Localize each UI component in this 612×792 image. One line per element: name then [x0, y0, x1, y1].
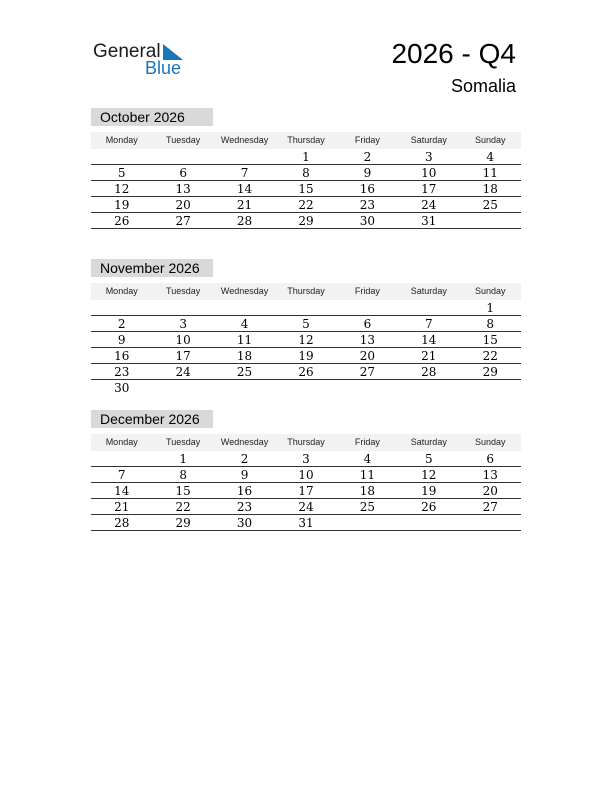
day-cell: 31 [298, 516, 314, 530]
month-calendar-october [91, 108, 521, 229]
day-cell: 9 [363, 166, 372, 180]
day-cell: 8 [179, 468, 187, 482]
day-cell: 18 [236, 349, 253, 363]
day-cell: 6 [486, 452, 495, 466]
day-cell [337, 380, 398, 396]
day-cell: 27 [359, 365, 376, 379]
country-name: Somalia [450, 76, 516, 96]
day-cell: 31 [421, 214, 437, 228]
day-cell: 14 [236, 182, 253, 196]
page-title: 2026 - Q4 [391, 38, 516, 69]
weekday-label: Thursday [287, 135, 325, 145]
day-cell: 23 [359, 198, 376, 212]
weekday-label: Wednesday [220, 286, 269, 296]
month-name-label: October 2026 [100, 109, 185, 125]
day-cell: 20 [359, 349, 376, 363]
day-cell: 4 [363, 452, 372, 466]
week-row [91, 149, 521, 165]
month-name-label: December 2026 [100, 411, 200, 427]
day-cell: 7 [117, 468, 126, 482]
day-cell: 18 [482, 182, 498, 196]
day-cell: 17 [298, 484, 314, 498]
day-cell: 11 [236, 333, 253, 347]
weekday-header-row [91, 434, 521, 451]
day-cell [214, 149, 275, 164]
day-cell: 9 [117, 333, 126, 347]
day-cell: 20 [482, 484, 498, 498]
day-cell: 10 [421, 166, 437, 180]
weekday-label: Tuesday [166, 135, 201, 145]
day-cell: 24 [175, 365, 191, 379]
day-cell: 15 [175, 484, 191, 498]
day-cell: 9 [240, 468, 249, 482]
day-cell: 2 [363, 150, 372, 164]
day-cell [91, 451, 152, 466]
day-cell: 12 [114, 182, 130, 196]
day-cell: 27 [175, 214, 191, 228]
week-row [91, 181, 521, 197]
day-cell: 19 [114, 198, 130, 212]
day-cell: 12 [421, 468, 437, 482]
day-cell: 12 [298, 333, 314, 347]
day-cell: 10 [298, 468, 314, 482]
week-row [91, 165, 521, 181]
weekday-label: Monday [105, 135, 138, 145]
day-cell: 26 [421, 500, 437, 514]
month-calendar-november [91, 259, 521, 396]
day-cell: 19 [298, 349, 314, 363]
day-cell [152, 300, 213, 315]
day-cell [337, 515, 398, 530]
weekday-label: Friday [354, 286, 380, 296]
day-cell [460, 380, 521, 396]
day-cell: 16 [359, 182, 376, 196]
day-cell: 11 [359, 468, 376, 482]
weekday-label: Sunday [474, 135, 506, 145]
day-cell: 23 [236, 500, 253, 514]
week-row [91, 316, 521, 332]
weekday-label: Tuesday [166, 437, 201, 447]
day-cell: 30 [114, 381, 130, 395]
day-cell: 14 [114, 484, 130, 498]
day-cell: 20 [175, 198, 191, 212]
day-cell [152, 380, 213, 396]
day-cell: 21 [236, 198, 253, 212]
day-cell: 13 [175, 182, 191, 196]
week-row [91, 451, 521, 467]
week-row [91, 483, 521, 499]
day-cell [460, 515, 521, 530]
week-row [91, 467, 521, 483]
week-row [91, 380, 521, 396]
day-cell: 7 [240, 166, 249, 180]
week-row [91, 300, 521, 316]
month-name [91, 259, 213, 277]
day-cell: 29 [482, 365, 498, 379]
day-cell: 6 [179, 166, 187, 180]
day-cell [91, 300, 152, 315]
day-cell: 15 [482, 333, 498, 347]
month-name-label: November 2026 [100, 260, 200, 276]
week-row [91, 213, 521, 229]
weekday-label: Saturday [410, 135, 447, 145]
day-cell: 23 [114, 365, 130, 379]
day-cell: 29 [298, 214, 314, 228]
weekday-label: Monday [105, 437, 138, 447]
weekday-label: Monday [105, 286, 138, 296]
day-cell [460, 213, 521, 228]
weekday-label: Saturday [410, 437, 447, 447]
weekday-label: Thursday [287, 286, 325, 296]
day-cell: 30 [359, 214, 376, 228]
weekday-header-row [91, 132, 521, 149]
day-cell: 1 [486, 301, 495, 315]
week-row [91, 499, 521, 515]
day-cell [275, 300, 336, 315]
week-row [91, 364, 521, 380]
weekday-label: Saturday [410, 286, 447, 296]
day-cell: 3 [425, 150, 433, 164]
month-name [91, 410, 213, 428]
day-cell [398, 300, 459, 315]
weekday-label: Sunday [474, 437, 506, 447]
day-cell: 14 [421, 333, 437, 347]
weekday-label: Wednesday [220, 437, 269, 447]
day-cell: 22 [175, 500, 191, 514]
logo-text-blue: Blue [145, 58, 182, 78]
weekday-label: Friday [354, 135, 380, 145]
week-row [91, 515, 521, 531]
weekday-label: Tuesday [166, 286, 201, 296]
day-cell: 2 [117, 317, 126, 331]
day-cell: 16 [114, 349, 130, 363]
day-cell: 30 [236, 516, 253, 530]
day-cell: 5 [302, 317, 310, 331]
day-cell: 19 [421, 484, 437, 498]
day-cell: 8 [302, 166, 310, 180]
day-cell [275, 380, 336, 396]
day-cell: 3 [302, 452, 310, 466]
day-cell: 29 [175, 516, 191, 530]
day-cell: 27 [482, 500, 498, 514]
generalblue-logo [93, 40, 193, 80]
day-cell: 3 [179, 317, 187, 331]
day-cell: 1 [179, 452, 187, 466]
weekday-label: Friday [354, 437, 380, 447]
day-cell: 2 [240, 452, 249, 466]
day-cell: 7 [425, 317, 433, 331]
day-cell: 17 [421, 182, 437, 196]
day-cell: 15 [298, 182, 314, 196]
day-cell: 25 [359, 500, 376, 514]
day-cell: 28 [236, 214, 253, 228]
day-cell: 4 [240, 317, 249, 331]
day-cell: 24 [298, 500, 314, 514]
day-cell [91, 149, 152, 164]
day-cell: 5 [117, 166, 126, 180]
week-row [91, 197, 521, 213]
day-cell: 18 [359, 484, 376, 498]
day-cell [398, 380, 459, 396]
day-cell: 17 [175, 349, 191, 363]
day-cell: 13 [359, 333, 376, 347]
day-cell [214, 300, 275, 315]
day-cell: 21 [421, 349, 437, 363]
day-cell [152, 149, 213, 164]
day-cell: 13 [482, 468, 498, 482]
weekday-label: Wednesday [220, 135, 269, 145]
day-cell: 26 [114, 214, 130, 228]
day-cell: 25 [236, 365, 253, 379]
day-cell: 25 [482, 198, 498, 212]
week-row [91, 348, 521, 364]
day-cell: 22 [482, 349, 498, 363]
day-cell [337, 300, 398, 315]
day-cell: 8 [486, 317, 495, 331]
logo-text-general: General [93, 41, 161, 62]
day-cell [398, 515, 459, 530]
day-cell: 1 [302, 150, 310, 164]
week-row [91, 332, 521, 348]
day-cell: 10 [175, 333, 191, 347]
day-cell: 28 [421, 365, 437, 379]
day-cell [214, 380, 275, 396]
day-cell: 4 [486, 150, 495, 164]
weekday-label: Thursday [287, 437, 325, 447]
day-cell: 24 [421, 198, 437, 212]
day-cell: 16 [236, 484, 253, 498]
day-cell: 28 [114, 516, 130, 530]
day-cell: 26 [298, 365, 314, 379]
day-cell: 5 [425, 452, 433, 466]
day-cell: 6 [363, 317, 372, 331]
weekday-label: Sunday [474, 286, 506, 296]
weekday-header-row [91, 283, 521, 300]
day-cell: 11 [482, 166, 498, 180]
day-cell: 22 [298, 198, 314, 212]
month-name [91, 108, 213, 126]
day-cell: 21 [114, 500, 130, 514]
month-calendar-december [91, 410, 521, 531]
